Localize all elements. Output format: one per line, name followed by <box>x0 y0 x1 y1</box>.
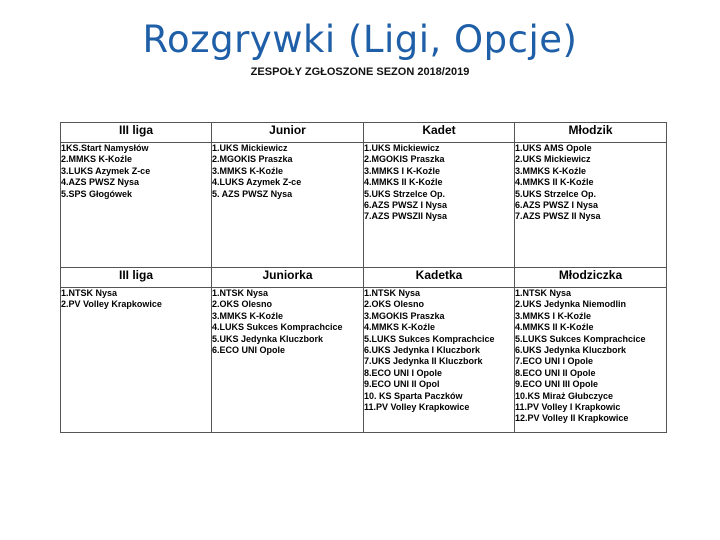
team-entry: 9.ECO UNI II Opol <box>364 379 440 390</box>
team-entry: 9.ECO UNI III Opole <box>515 379 599 390</box>
column-header: Młodziczka <box>515 268 667 288</box>
team-list <box>212 288 363 356</box>
team-entry: 6.AZS PWSZ I Nysa <box>364 200 448 211</box>
team-entry: 6.UKS Jedynka Kluczbork <box>515 345 627 356</box>
team-entry: 4.MMKS II K-Koźle <box>515 322 594 333</box>
table-row <box>61 288 667 433</box>
table-row <box>61 143 667 268</box>
team-list-cell <box>212 143 364 268</box>
column-header: Kadetka <box>364 268 515 288</box>
team-entry: 12.PV Volley II Krapkowice <box>515 413 629 424</box>
column-header: III liga <box>61 268 212 288</box>
column-header: Junior <box>212 123 364 143</box>
team-entry: 4.MMKS II K-Koźle <box>515 177 594 188</box>
team-entry: 11.PV Volley I Krapkowic <box>515 402 621 413</box>
team-entry: 4.AZS PWSZ Nysa <box>61 177 140 188</box>
team-entry: 3.MMKS K-Koźle <box>212 310 284 321</box>
team-entry: 5. AZS PWSZ Nysa <box>212 188 293 199</box>
team-entry: 2.OKS Olesno <box>212 299 273 310</box>
team-list-cell <box>61 143 212 268</box>
team-entry: 2.MGOKIS Praszka <box>212 154 293 165</box>
team-entry: 2.UKS Mickiewicz <box>515 154 591 165</box>
team-entry: 7.UKS Jedynka II Kluczbork <box>364 356 483 367</box>
team-list-cell <box>61 288 212 433</box>
team-list <box>61 143 211 200</box>
team-entry: 5.SPS Głogówek <box>61 188 133 199</box>
team-list <box>364 288 514 413</box>
team-entry: 10.KS Miraż Głubczyce <box>515 390 614 401</box>
team-entry: 8.ECO UNI I Opole <box>364 367 443 378</box>
team-entry: 6.AZS PWSZ I Nysa <box>515 200 599 211</box>
team-entry: 6.ECO UNI Opole <box>212 345 286 356</box>
team-entry: 1.NTSK Nysa <box>212 288 269 298</box>
table-caption: ZESPOŁY ZGŁOSZONE SEZON 2018/2019 <box>250 66 470 78</box>
team-entry: 1.NTSK Nysa <box>61 288 118 298</box>
team-list-cell <box>515 288 667 433</box>
team-list <box>515 143 666 223</box>
team-entry: 5.LUKS Sukces Komprachcice <box>364 333 495 344</box>
team-entry: 2.MGOKIS Praszka <box>364 154 445 165</box>
team-entry: 3.MMKS K-Koźle <box>515 165 587 176</box>
team-entry: 11.PV Volley Krapkowice <box>364 402 470 413</box>
team-entry: 1.UKS Mickiewicz <box>212 143 288 153</box>
team-list-cell <box>515 143 667 268</box>
team-entry: 4.LUKS Sukces Komprachcice <box>212 322 343 333</box>
team-entry: 3.LUKS Azymek Z-ce <box>61 165 151 176</box>
team-list-cell <box>364 143 515 268</box>
team-list-cell <box>364 288 515 433</box>
team-entry: 4.MMKS K-Koźle <box>364 322 436 333</box>
team-entry: 5.UKS Jedynka Kluczbork <box>212 333 324 344</box>
team-entry: 2.UKS Jedynka Niemodlin <box>515 299 627 310</box>
team-list <box>212 143 363 200</box>
team-entry: 2.PV Volley Krapkowice <box>61 299 162 310</box>
teams-table <box>60 122 667 433</box>
team-entry: 10. KS Sparta Paczków <box>364 390 463 401</box>
team-entry: 3.MMKS I K-Koźle <box>515 310 592 321</box>
slide-title: Rozgrywki (Ligi, Opcje) <box>142 18 578 61</box>
team-entry: 7.AZS PWSZII Nysa <box>364 211 448 222</box>
team-entry: 1.UKS Mickiewicz <box>364 143 440 153</box>
team-entry: 3.MMKS K-Koźle <box>212 165 284 176</box>
team-entry: 3.MGOKIS Praszka <box>364 310 445 321</box>
team-list <box>364 143 514 223</box>
column-header: Juniorka <box>212 268 364 288</box>
team-entry: 5.LUKS Sukces Komprachcice <box>515 333 646 344</box>
team-entry: 1.NTSK Nysa <box>515 288 572 298</box>
team-entry: 1.UKS AMS Opole <box>515 143 592 153</box>
table-header-row <box>61 268 667 288</box>
team-list-cell <box>212 288 364 433</box>
team-entry: 5.UKS Strzelce Op. <box>515 188 597 199</box>
team-entry: 5.UKS Strzelce Op. <box>364 188 446 199</box>
team-entry: 1KS.Start Namysłów <box>61 143 149 153</box>
team-entry: 2.MMKS K-Koźle <box>61 154 133 165</box>
team-entry: 1.NTSK Nysa <box>364 288 421 298</box>
team-entry: 4.MMKS II K-Koźle <box>364 177 443 188</box>
column-header: Młodzik <box>515 123 667 143</box>
team-entry: 7.AZS PWSZ II Nysa <box>515 211 601 222</box>
table-header-row <box>61 123 667 143</box>
column-header: III liga <box>61 123 212 143</box>
team-entry: 8.ECO UNI II Opole <box>515 367 596 378</box>
team-entry: 6.UKS Jedynka I Kluczbork <box>364 345 481 356</box>
team-list <box>515 288 666 425</box>
team-entry: 4.LUKS Azymek Z-ce <box>212 177 302 188</box>
team-entry: 3.MMKS I K-Koźle <box>364 165 441 176</box>
team-list <box>61 288 211 311</box>
team-entry: 2.OKS Olesno <box>364 299 425 310</box>
team-entry: 7.ECO UNI I Opole <box>515 356 594 367</box>
column-header: Kadet <box>364 123 515 143</box>
